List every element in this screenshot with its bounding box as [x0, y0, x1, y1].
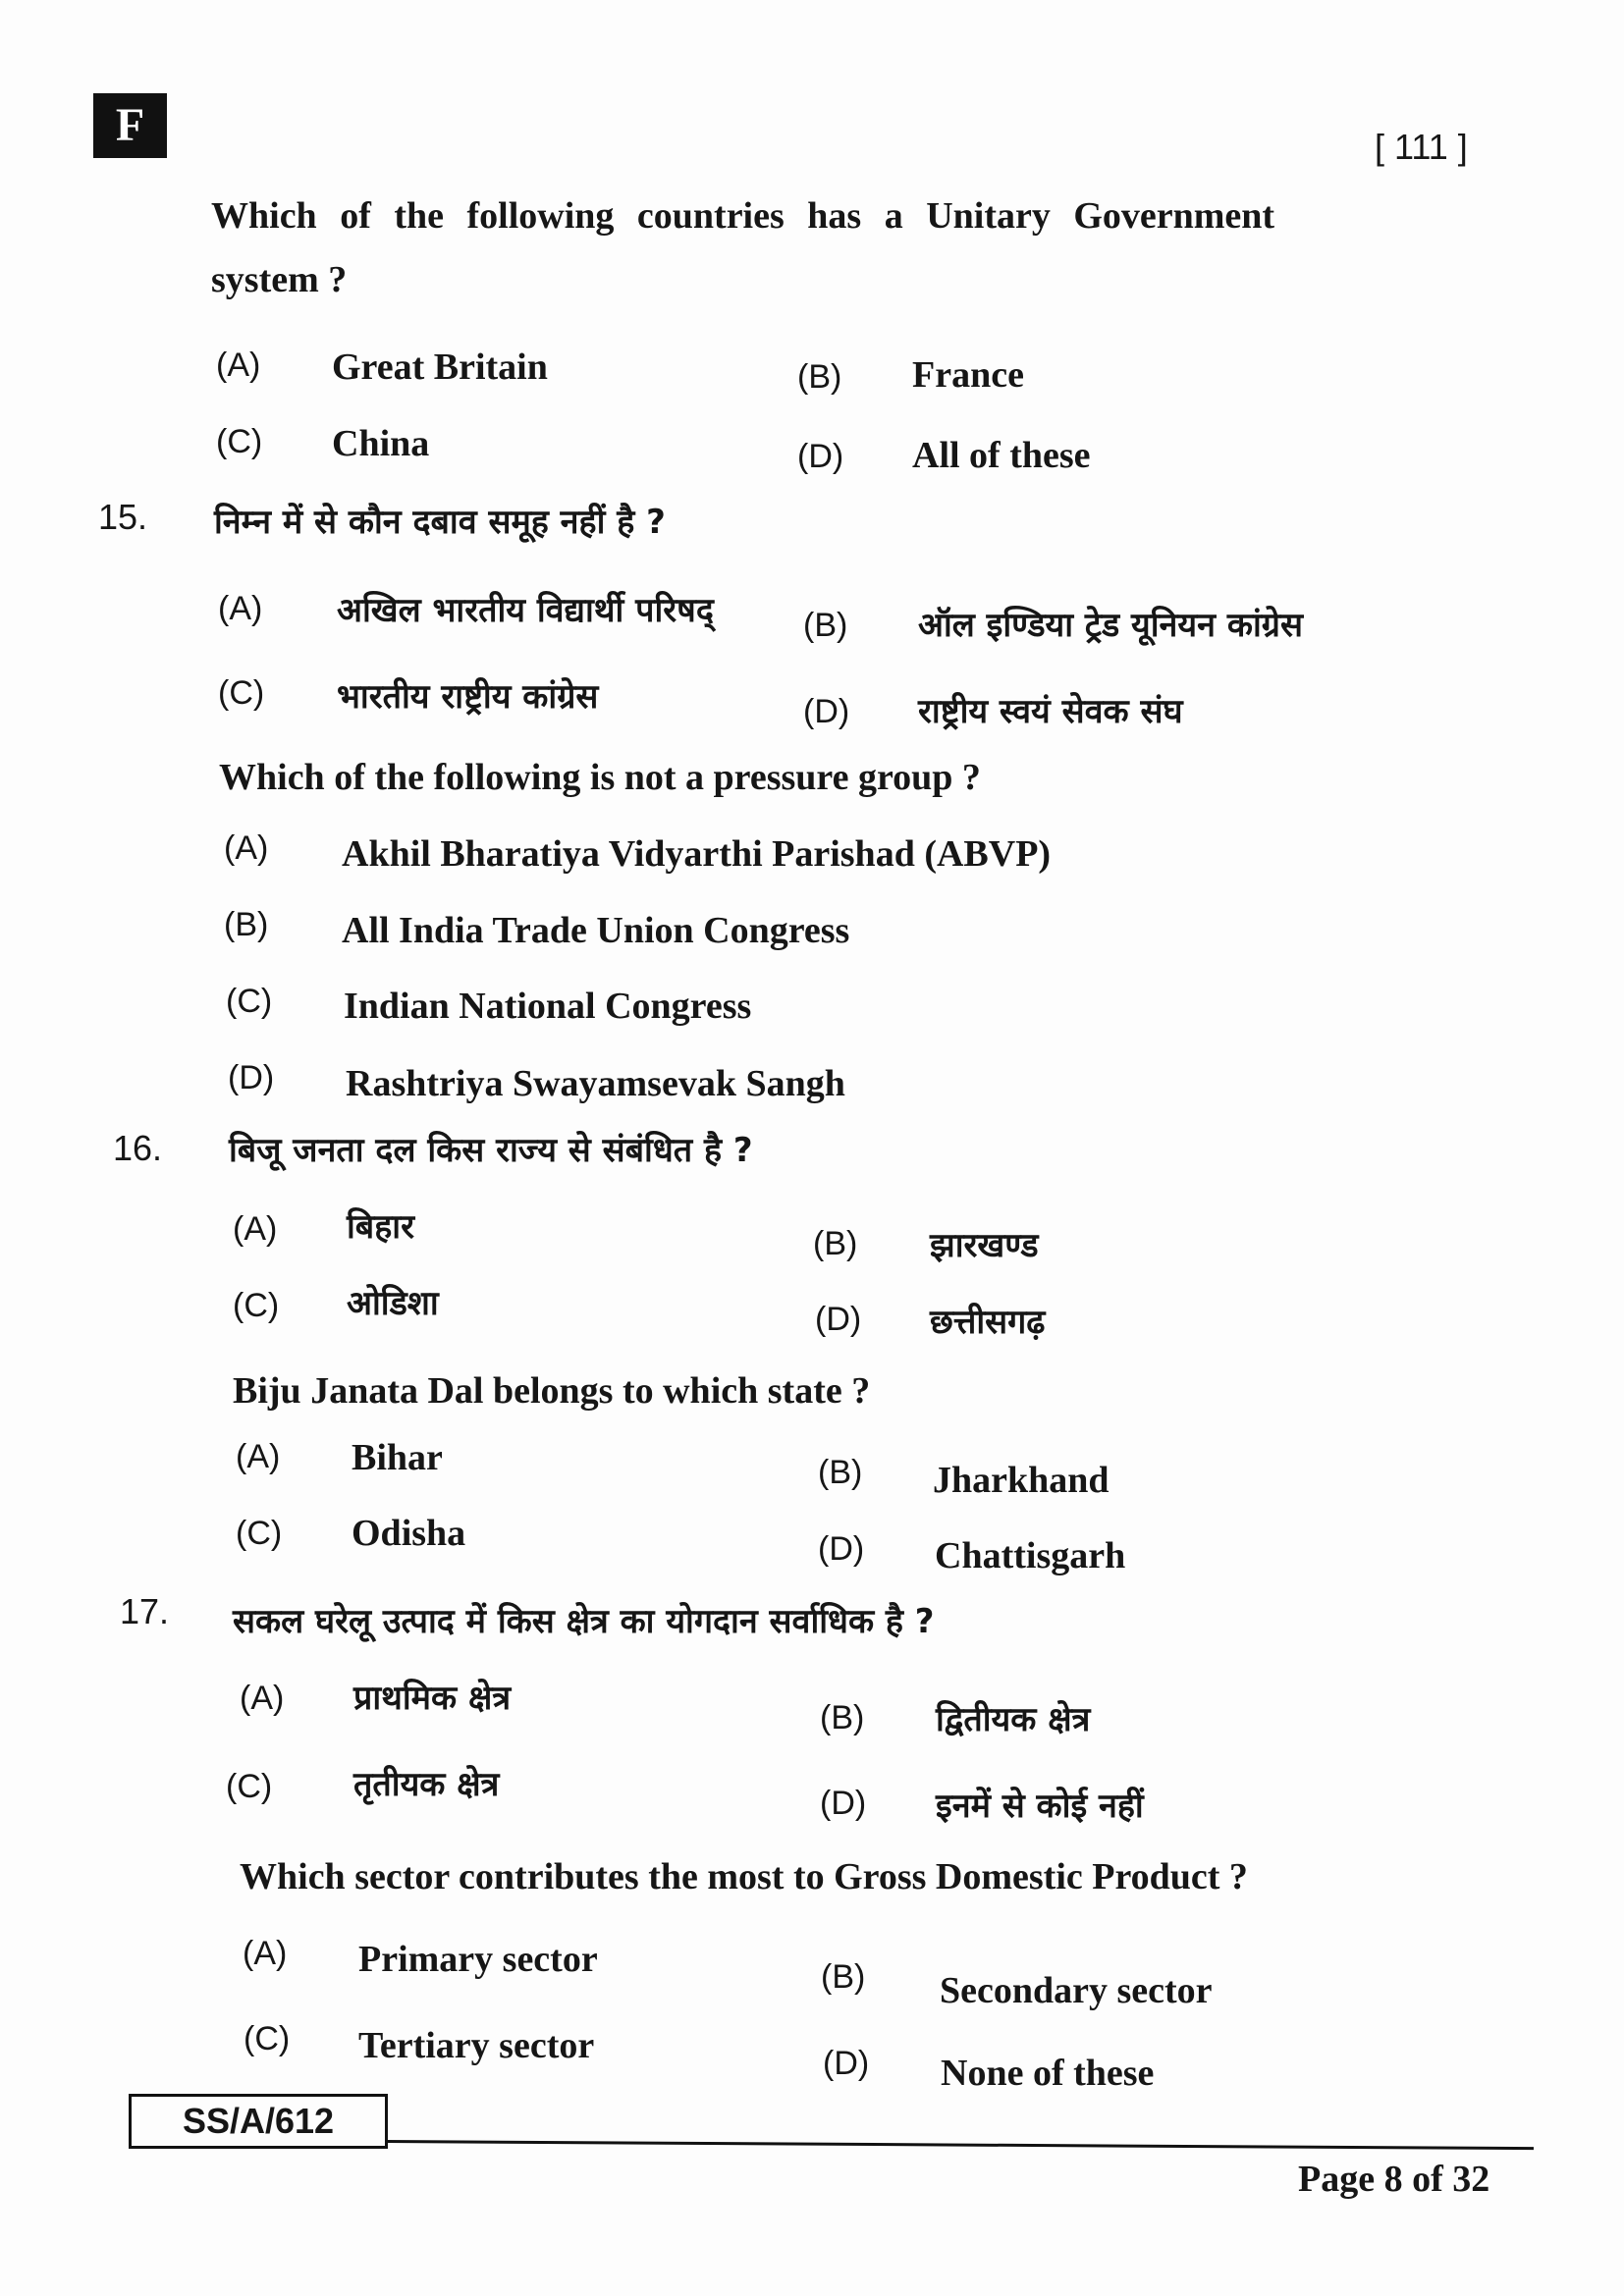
option-text: भारतीय राष्ट्रीय कांग्रेस — [337, 677, 599, 717]
option-label: (A) — [233, 1210, 278, 1248]
q17-english: Which sector contributes the most to Gross Domestic Product ? — [240, 1856, 1248, 1897]
option-label: (B) — [818, 1454, 863, 1491]
option-label: (B) — [803, 607, 848, 644]
option-text: Primary sector — [358, 1939, 598, 1980]
option-label: (D) — [818, 1530, 865, 1568]
option-text: Jharkhand — [933, 1460, 1110, 1501]
option-label: (B) — [821, 1958, 866, 1996]
option-label: (A) — [218, 590, 263, 627]
footer-divider — [385, 2140, 1534, 2150]
set-badge: F — [93, 93, 167, 158]
option-text: Odisha — [352, 1513, 466, 1554]
option-text: Indian National Congress — [344, 986, 752, 1027]
option-text: Bihar — [352, 1437, 443, 1478]
option-label: (C) — [226, 983, 273, 1020]
q15-english: Which of the following is not a pressure group ? — [219, 757, 981, 798]
option-label: (A) — [216, 347, 261, 384]
option-label: (D) — [820, 1785, 867, 1822]
option-text: None of these — [941, 2053, 1155, 2094]
option-text: Akhil Bharatiya Vidyarthi Parishad (ABVP) — [342, 833, 1052, 875]
option-label: (B) — [820, 1699, 865, 1736]
q14-text: Which of the following countries has a Unitary Government — [211, 195, 1275, 237]
option-text: France — [912, 354, 1024, 396]
option-label: (B) — [797, 358, 842, 396]
option-label: (D) — [823, 2045, 870, 2082]
option-label: (A) — [224, 829, 269, 867]
option-text: China — [332, 423, 430, 464]
option-label: (A) — [240, 1680, 285, 1717]
option-label: (C) — [226, 1768, 273, 1805]
question-number: 16. — [113, 1128, 163, 1168]
option-text: Rashtriya Swayamsevak Sangh — [346, 1063, 845, 1104]
option-text: All of these — [912, 435, 1091, 476]
option-text: तृतीयक क्षेत्र — [353, 1765, 500, 1804]
option-label: (D) — [803, 693, 850, 730]
option-text: ऑल इण्डिया ट्रेड यूनियन कांग्रेस — [918, 606, 1303, 645]
paper-code: SS/A/612 — [129, 2094, 388, 2149]
page-number: Page 8 of 32 — [1298, 2159, 1490, 2200]
page-marker: [ 111 ] — [1375, 127, 1468, 167]
q17-hindi: सकल घरेलू उत्पाद में किस क्षेत्र का योगदान सर्वाधिक है ? — [233, 1602, 935, 1641]
option-label: (A) — [236, 1438, 281, 1475]
option-text: ओडिशा — [347, 1284, 439, 1323]
question-number: 15. — [98, 497, 148, 537]
option-text: Secondary sector — [940, 1970, 1213, 2011]
option-label: (C) — [236, 1515, 283, 1552]
option-label: (B) — [813, 1225, 858, 1262]
option-label: (A) — [243, 1935, 288, 1972]
q15-hindi: निम्न में से कौन दबाव समूह नहीं है ? — [214, 503, 666, 542]
option-label: (D) — [797, 438, 844, 475]
option-text: इनमें से कोई नहीं — [936, 1787, 1144, 1826]
option-text: बिहार — [347, 1207, 414, 1247]
option-text: All India Trade Union Congress — [342, 910, 850, 951]
option-text: अखिल भारतीय विद्यार्थी परिषद् — [337, 591, 714, 630]
option-label: (B) — [224, 906, 269, 943]
option-text: द्वितीयक क्षेत्र — [936, 1700, 1091, 1739]
option-text: झारखण्ड — [930, 1226, 1039, 1265]
option-text: छत्तीसगढ़ — [930, 1303, 1046, 1342]
option-label: (C) — [218, 674, 265, 712]
option-label: (C) — [233, 1287, 280, 1324]
option-label: (C) — [216, 423, 263, 460]
option-label: (D) — [815, 1301, 862, 1338]
option-text: राष्ट्रीय स्वयं सेवक संघ — [918, 692, 1183, 731]
q16-hindi: बिजू जनता दल किस राज्य से संबंधित है ? — [229, 1131, 753, 1170]
option-text: Great Britain — [332, 347, 548, 388]
q16-english: Biju Janata Dal belongs to which state ? — [233, 1370, 871, 1412]
question-number: 17. — [120, 1591, 170, 1631]
option-text: Chattisgarh — [935, 1535, 1126, 1576]
option-text: Tertiary sector — [358, 2025, 595, 2066]
q14-text-2: system ? — [211, 259, 348, 300]
option-text: प्राथमिक क्षेत्र — [353, 1679, 512, 1718]
option-label: (D) — [228, 1059, 275, 1096]
option-label: (C) — [244, 2020, 291, 2057]
